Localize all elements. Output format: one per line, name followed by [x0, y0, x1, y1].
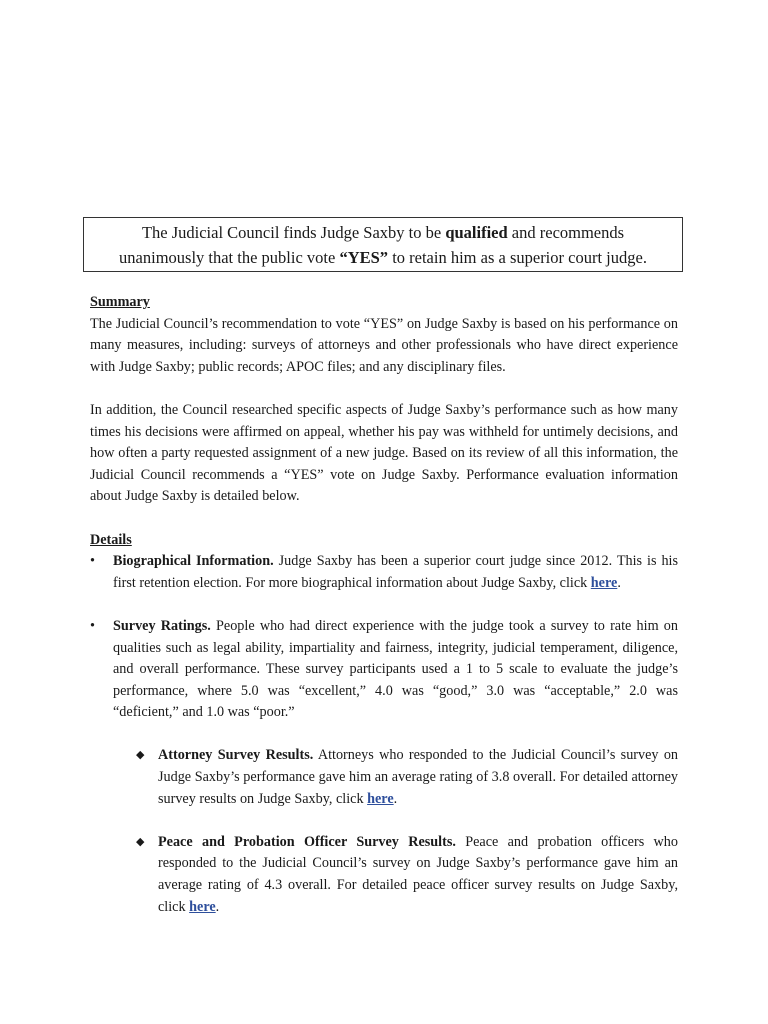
- list-spacer: [90, 594, 678, 616]
- qualified-emphasis: qualified: [445, 223, 508, 242]
- recommendation-text: unanimously that the public vote: [119, 248, 340, 267]
- details-list: [90, 551, 678, 724]
- summary-heading: Summary: [90, 294, 150, 310]
- recommendation-line-2: [84, 245, 682, 270]
- list-spacer: [90, 810, 678, 832]
- list-item-biographical: [90, 551, 678, 594]
- recommendation-box: [83, 217, 683, 272]
- list-item-peace-officer-survey: [90, 832, 678, 918]
- biographical-here-link[interactable]: here: [590, 574, 618, 591]
- list-item-attorney-survey: [90, 745, 678, 810]
- item-text: Judge Saxby has been a superior court judge since 2012. This is his first retention election. For more biographical information about Judge Saxby, click: [113, 553, 679, 591]
- details-heading: Details: [90, 531, 132, 548]
- recommendation-text: and recommends: [507, 223, 625, 242]
- paragraph-spacer: [90, 724, 678, 746]
- diamond-bullet-icon: ◆: [136, 749, 145, 762]
- summary-paragraph-2: In addition, the Council researched specific aspects of Judge Saxby’s performance such as how many times his decisions were affirmed on appeal, whether his pay was withheld for untimely decisions, and how often a party requested assignment of a new judge. Based on its review of all this information, the Judicial Council recommends a “YES” vote on Judge Saxby. Performance evaluation information about Judge Saxby is detailed below.: [90, 401, 678, 505]
- item-title: Peace and Probation Officer Survey Results.: [158, 833, 456, 850]
- recommendation-text: to retain him as a superior court judge.: [388, 248, 647, 267]
- item-punctuation: .: [393, 790, 398, 807]
- attorney-survey-here-link[interactable]: here: [367, 790, 394, 807]
- recommendation-line-1: [84, 220, 682, 245]
- item-title: Survey Ratings.: [113, 617, 211, 634]
- item-text: People who had direct experience with the judge took a survey to rate him on qualities such as legal ability, impartiality and fairness, integrity, judicial temperament, diligence, and overall performance. These survey participants used a 1 to 5 scale to evaluate the judge’s performance, where 5.0 was “excellent,” 4.0 was “good,” 3.0 was “acceptable,” 2.0 was “deficient,” and 1.0 was “poor.”: [113, 617, 678, 721]
- item-title: Attorney Survey Results.: [158, 747, 314, 764]
- paragraph-spacer: [90, 508, 678, 530]
- item-punctuation: .: [617, 574, 621, 591]
- bullet-icon: •: [90, 553, 95, 570]
- peace-officer-survey-here-link[interactable]: here: [189, 898, 216, 915]
- survey-results-list: [90, 745, 678, 918]
- summary-paragraph-1: The Judicial Council’s recommendation to vote “YES” on Judge Saxby is based on his performance on many measures, including: surveys of attorneys and other professionals who have direct experience with Judge Saxby; public records; APOC files; and any disciplinary files.: [90, 315, 678, 375]
- item-text: Peace and probation officers who responded to the Judicial Council’s survey on Judge Saxby’s performance gave him an average rating of 4.3 overall. For detailed peace officer survey results on Judge Saxby, click: [158, 833, 678, 915]
- item-text: Attorneys who responded to the Judicial Council’s survey on Judge Saxby’s performance gave him an average rating of 3.8 overall. For detailed attorney survey results on Judge Saxby, click: [158, 747, 679, 807]
- recommendation-text: The Judicial Council finds Judge Saxby to be: [141, 223, 446, 242]
- diamond-bullet-icon: ◆: [136, 835, 145, 848]
- yes-emphasis: “YES”: [339, 248, 389, 267]
- item-punctuation: .: [215, 898, 220, 915]
- list-item-survey-ratings: [90, 616, 678, 724]
- document-body: [90, 292, 678, 918]
- item-title: Biographical Information.: [113, 553, 274, 570]
- bullet-icon: •: [90, 617, 95, 634]
- paragraph-spacer: [90, 378, 678, 400]
